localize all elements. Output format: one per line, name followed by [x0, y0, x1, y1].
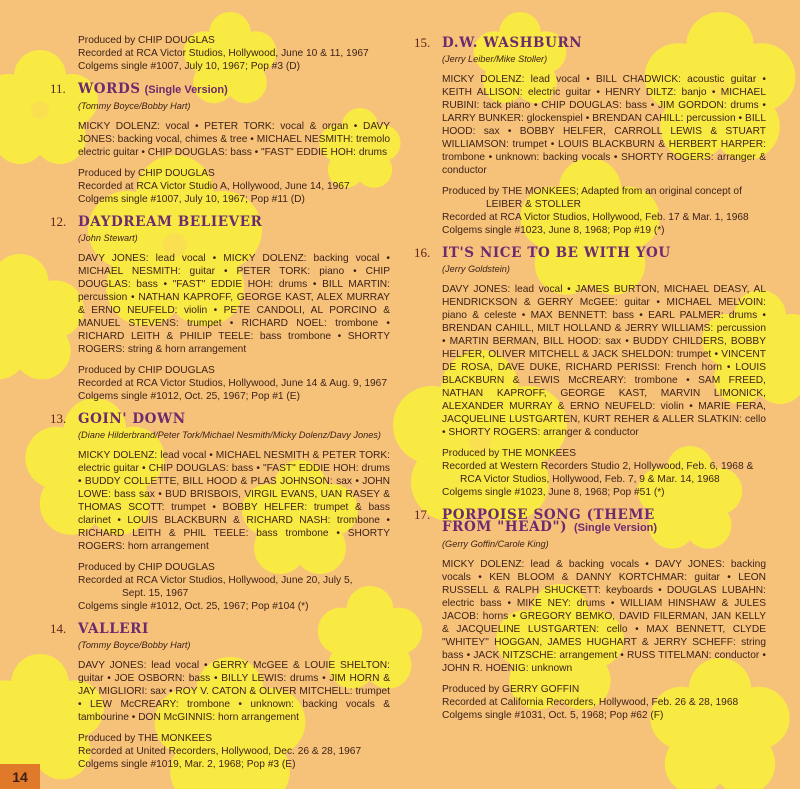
credit-line: Recorded at RCA Victor Studios, Hollywood, June 14 & Aug. 9, 1967	[78, 378, 388, 389]
track-personnel: DAVY JONES: lead vocal • JAMES BURTON, MICHAEL DEASY, AL HENDRICKSON & GERRY McGEE: guitar • MICHAEL MELVOIN: piano & celeste • MAX BENNETT: bass • EARL PALMER: drums • BRENDAN CAHILL, MILT HOLLAND & JERRY WILLIAMS: percussion • MARTIN BERMAN, BILL HOOD: sax • BUDDY CHILDERS, BOBBY HELFER, OLIVER MITCHELL & JACK SHELDON: trumpet • VINCENT DE ROSA, DAVE DUKE, RICHARD PERISSI: French horn • LOUIS BLACKBURN & LEWIS McCREARY: trombone • SAM FREED, NATHAN KAPROFF, GEORGE KAST, MARVIN LIMONICK, ALEXANDER MURRAY & ERNO NEUFELD: violin • MARIE FERA, JACQUELINE LUSTGARTEN, KURT REHER & ALLER SLATKIN: cello • SHORTY ROGERS: arranger & conductor	[442, 284, 766, 438]
track-number: 11.	[50, 81, 66, 96]
track-17	[414, 508, 766, 722]
credit-line: Produced by CHIP DOUGLAS	[78, 365, 215, 376]
credit-line: Colgems single #1012, Oct. 25, 1967; Pop #104 (*)	[78, 601, 309, 612]
track-writers: (Jerry Goldstein)	[442, 264, 510, 274]
track-16	[414, 246, 766, 499]
track-credits	[78, 167, 390, 206]
left-column	[50, 34, 390, 771]
credit-line: Produced by CHIP DOUGLAS	[78, 168, 215, 179]
track-personnel: MICKY DOLENZ: lead vocal • MICHAEL NESMITH & PETER TORK: electric guitar • CHIP DOUGLAS: bass • "FAST" EDDIE HOH: drums • BUDDY COLLETTE, BILL HOOD & PLAS JOHNSON: sax • JOHN LOWE: bass sax • BUD BRISBOIS, VIRGIL EVANS, UAN RASEY & THOMAS SCOTT: trumpet • BOBBY HELFER: trumpet & bass clarinet • LOUIS BLACKBURN & RICHARD NASH: trombone • RICHARD LEITH & PHIL TEELE: bass trombone • SHORTY ROGERS: horn arrangement	[78, 450, 390, 552]
track-personnel: MICKY DOLENZ: lead vocal • BILL CHADWICK: acoustic guitar • KEITH ALLISON: electric guitar • HENRY DILTZ: banjo • MICHAEL RUBINI: tack piano • CHIP DOUGLAS: bass • JIM GORDON: drums • LARRY BUNKER: glockenspiel • BRENDAN CAHILL: percussion • BILL HOOD: sax • BOBBY HELFER, CARROLL LEWIS & STUART WILLIAMSON: trumpet • LOUIS BLACKBURN & HERBERT HARPER: trombone • unknown: backing vocals • SHORTY ROGERS: arranger & conductor	[442, 74, 766, 176]
credit-line: Recorded at RCA Victor Studios, Hollywood, Feb. 17 & Mar. 1, 1968	[442, 212, 749, 223]
track-title: WORDS	[78, 81, 141, 97]
track-writers: (Tommy Boyce/Bobby Hart)	[78, 101, 191, 111]
track-title: PORPOISE SONG (THEME	[442, 507, 655, 523]
credit-line: Produced by THE MONKEES; Adapted from an original concept of	[442, 186, 742, 197]
track-title: VALLERI	[78, 621, 149, 637]
top-credits	[78, 34, 390, 73]
track-personnel: MICKY DOLENZ: lead & backing vocals • DAVY JONES: backing vocals • KEN BLOOM & DANNY KORTCHMAR: guitar • LEON RUSSELL & RALPH SHUCKETT: keyboards • DOUGLAS LUBAHN: electric bass • MIKE NEY: drums • WILLIAM HINSHAW & JULES JACOB: horns • GREGORY BEMKO, DAVID FILERMAN, JAN KELLY & JACQUELINE LUSTGARTEN: cello • MAX BENNETT, CLYDE "WHITEY" HOGGAN, JAMES HUGHART & JERRY SCHEFF: string bass • JACK NITZSCHE: arrangement • RUSS TITELMAN: conductor • JOHN R. HOENIG: unknown	[442, 559, 766, 674]
track-12	[50, 215, 390, 403]
credit-line: Recorded at RCA Victor Studios, Hollywood, June 10 & 11, 1967	[78, 48, 369, 59]
track-personnel: MICKY DOLENZ: vocal • PETER TORK: vocal & organ • DAVY JONES: backing vocal, chimes & tree • MICHAEL NESMITH: tremolo electric guitar • CHIP DOUGLAS: bass • "FAST" EDDIE HOH: drums	[78, 121, 390, 158]
credit-line: RCA Victor Studios, Hollywood, Feb. 7, 9 & Mar. 14, 1968	[460, 474, 720, 485]
track-title: DAYDREAM BELIEVER	[78, 214, 263, 230]
track-title-continued: FROM "HEAD")	[442, 519, 568, 535]
track-writers: (Diane Hilderbrand/Peter Tork/Michael Nesmith/Micky Dolenz/Davy Jones)	[78, 430, 381, 440]
track-writers: (Tommy Boyce/Bobby Hart)	[78, 640, 191, 650]
track-title: IT'S NICE TO BE WITH YOU	[442, 245, 671, 261]
track-credits	[442, 185, 766, 237]
track-credits	[442, 683, 766, 722]
track-14	[50, 622, 390, 771]
page-number: 14	[0, 764, 40, 789]
track-version: (Single Version)	[144, 84, 228, 96]
credit-line: LEIBER & STOLLER	[486, 199, 581, 210]
track-number: 15.	[414, 35, 431, 50]
track-number: 12.	[50, 214, 67, 229]
credit-line: Colgems single #1023, June 8, 1968; Pop #51 (*)	[442, 487, 665, 498]
track-number: 13.	[50, 411, 67, 426]
track-writers: (Gerry Goffin/Carole King)	[442, 539, 549, 549]
track-version: (Single Version)	[573, 522, 658, 534]
credit-line: Colgems single #1007, July 10, 1967; Pop #11 (D)	[78, 194, 305, 205]
credit-line: Produced by THE MONKEES	[78, 733, 212, 744]
credit-line: Recorded at Western Recorders Studio 2, Hollywood, Feb. 6, 1968 &	[442, 461, 754, 472]
track-number: 14.	[50, 621, 67, 636]
track-15	[414, 36, 766, 237]
credit-line: Sept. 15, 1967	[122, 588, 189, 599]
track-personnel: DAVY JONES: lead vocal • GERRY McGEE & LOUIE SHELTON: guitar • JOE OSBORN: bass • BILLY LEWIS: drums • JIM HORN & JAY MIGLIORI: sax • ROY V. CATON & OLIVER MITCHELL: trumpet • LEW McCREARY: trombone • unknown: backing vocals & tambourine • DON McGINNIS: horn arrangement	[78, 660, 390, 723]
credit-line: Produced by CHIP DOUGLAS	[78, 35, 215, 46]
credit-line: Colgems single #1031, Oct. 5, 1968; Pop #62 (F)	[442, 710, 664, 721]
credit-line: Colgems single #1012, Oct. 25, 1967; Pop #1 (E)	[78, 391, 300, 402]
track-credits	[78, 364, 390, 403]
track-personnel: DAVY JONES: lead vocal • MICKY DOLENZ: backing vocal • MICHAEL NESMITH: guitar • PETER TORK: piano • CHIP DOUGLAS: bass • "FAST" EDDIE HOH: drums • BILL MARTIN: percussion • NATHAN KAPROFF, GEORGE KAST, ALEX MURRAY & ERNO NEUFELD: violin • PETE CANDOLI, AL PORCINO & MANUEL STEVENS: trumpet • RICHARD NOEL: trombone • RICHARD LEITH & PHILIP TEELE: bass trombone • SHORTY ROGERS: string & horn arrangement	[78, 253, 390, 355]
credit-line: Recorded at RCA Victor Studio A, Hollywood, June 14, 1967	[78, 181, 350, 192]
right-column	[414, 36, 766, 722]
track-title: D.W. WASHBURN	[442, 35, 583, 51]
credit-line: Produced by GERRY GOFFIN	[442, 684, 580, 695]
credit-line: Produced by CHIP DOUGLAS	[78, 562, 215, 573]
credit-line: Colgems single #1023, June 8, 1968; Pop #19 (*)	[442, 225, 665, 236]
track-credits	[78, 561, 390, 613]
track-13	[50, 412, 390, 613]
track-11	[50, 82, 390, 206]
track-number: 16.	[414, 245, 431, 260]
track-number: 17.	[414, 507, 431, 522]
track-credits	[78, 732, 390, 771]
credit-line: Recorded at California Recorders, Hollywood, Feb. 26 & 28, 1968	[442, 697, 739, 708]
track-writers: (Jerry Leiber/Mike Stoller)	[442, 54, 548, 64]
credit-line: Colgems single #1007, July 10, 1967; Pop #3 (D)	[78, 61, 300, 72]
credit-line: Recorded at RCA Victor Studios, Hollywood, June 20, July 5,	[78, 575, 353, 586]
track-title: GOIN' DOWN	[78, 411, 186, 427]
credit-line: Recorded at United Recorders, Hollywood, Dec. 26 & 28, 1967	[78, 746, 362, 757]
track-writers: (John Stewart)	[78, 233, 138, 243]
credit-line: Colgems single #1019, Mar. 2, 1968; Pop #3 (E)	[78, 759, 296, 770]
track-credits	[442, 447, 766, 499]
credit-line: Produced by THE MONKEES	[442, 448, 576, 459]
